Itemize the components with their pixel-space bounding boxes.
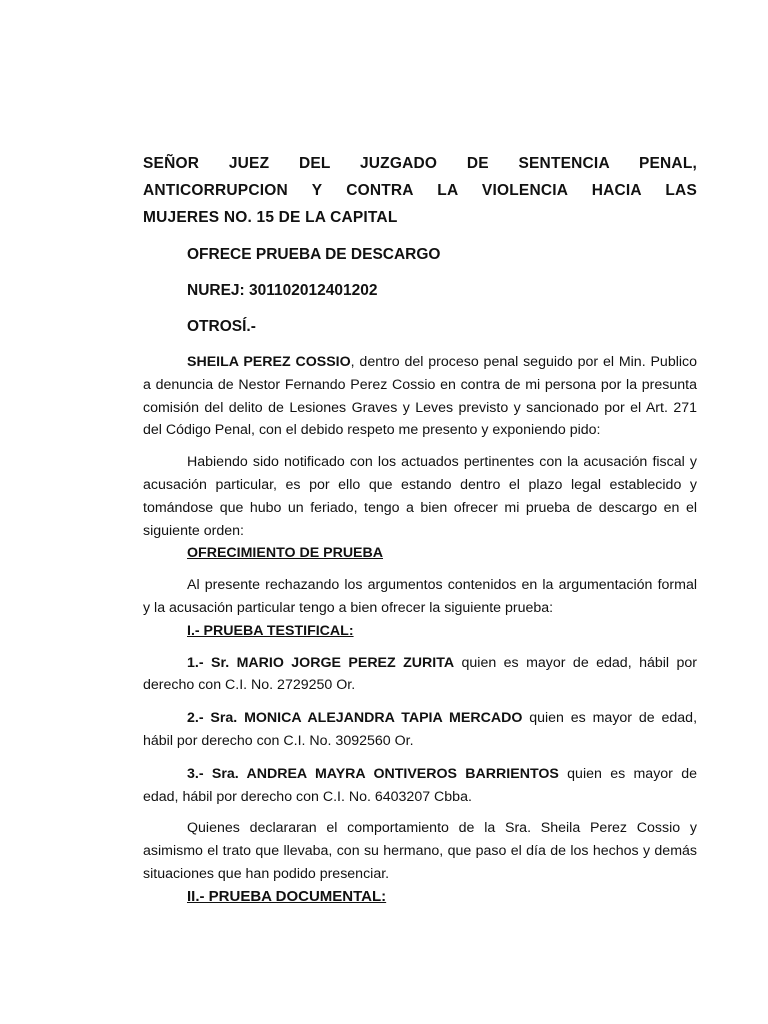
notification-paragraph: Habiendo sido notificado con los actuados pertinentes con la acusación fiscal y acusación particular, es por ello que estando dentro el plazo legal establecido y tomándose que hubo un feriado, tengo a bien ofrecer mi prueba de descargo en el siguiente orden: — [143, 454, 697, 539]
intro-paragraph — [143, 351, 697, 442]
witness-details: quien es mayor de edad, hábil por derecho con C.I. No. 6403207 Cbba. — [143, 765, 697, 805]
witness-details: quien es mayor de edad, hábil por derecho con C.I. No. 2729250 Or. — [143, 654, 697, 694]
document-title: OFRECE PRUEBA DE DESCARGO — [187, 246, 441, 263]
witness-item — [143, 707, 697, 753]
nurej-number: NUREJ: 301102012401202 — [187, 282, 378, 299]
offer-paragraph: Al presente rechazando los argumentos contenidos en la argumentación formal y la acusación particular tengo a bien ofrecer la siguiente prueba: — [143, 577, 697, 616]
witness-name: 1.- Sr. MARIO JORGE PEREZ ZURITA — [187, 654, 455, 671]
document-body — [143, 150, 697, 909]
witness-item — [143, 652, 697, 698]
witness-details: quien es mayor de edad, hábil por derecho con C.I. No. 3092560 Or. — [143, 710, 698, 749]
offer-heading: OFRECIMIENTO DE PRUEBA — [187, 545, 384, 562]
witness-name: 3.- Sra. ANDREA MAYRA ONTIVEROS BARRIENTOS — [187, 765, 559, 782]
testimonial-heading: I.- PRUEBA TESTIFICAL: — [187, 622, 354, 639]
addressee-line-3: MUJERES NO. 15 DE LA CAPITAL — [143, 209, 398, 226]
addressee-line-1: SEÑOR JUEZ DEL JUZGADO DE SENTENCIA PENAL, — [143, 155, 697, 172]
addressee-block — [143, 150, 697, 231]
addressee-line-2: ANTICORRUPCION Y CONTRA LA VIOLENCIA HACIA LAS — [143, 182, 697, 199]
witness-item — [143, 763, 697, 809]
documentary-heading: II.- PRUEBA DOCUMENTAL: — [187, 887, 387, 905]
petitioner-name: SHEILA PEREZ COSSIO — [187, 354, 351, 370]
witness-name: 2.- Sra. MONICA ALEJANDRA TAPIA MERCADO — [187, 710, 523, 727]
witness-summary: Quienes declararan el comportamiento de la Sra. Sheila Perez Cossio y asimismo el trato que llevaba, con su hermano, que paso el día de los hechos y demás situaciones que han podido presenciar. — [143, 820, 697, 882]
otrosi-heading: OTROSÍ.- — [187, 318, 256, 335]
intro-text: , dentro del proceso penal seguido por el Min. Publico a denuncia de Nestor Fernando Perez Cossio en contra de mi persona por la presunta comisión del delito de Lesiones Graves y Leves previsto y sancionado por el Art. 271 del Código Penal, con el debido respeto me presento y exponiendo pido: — [143, 354, 697, 439]
